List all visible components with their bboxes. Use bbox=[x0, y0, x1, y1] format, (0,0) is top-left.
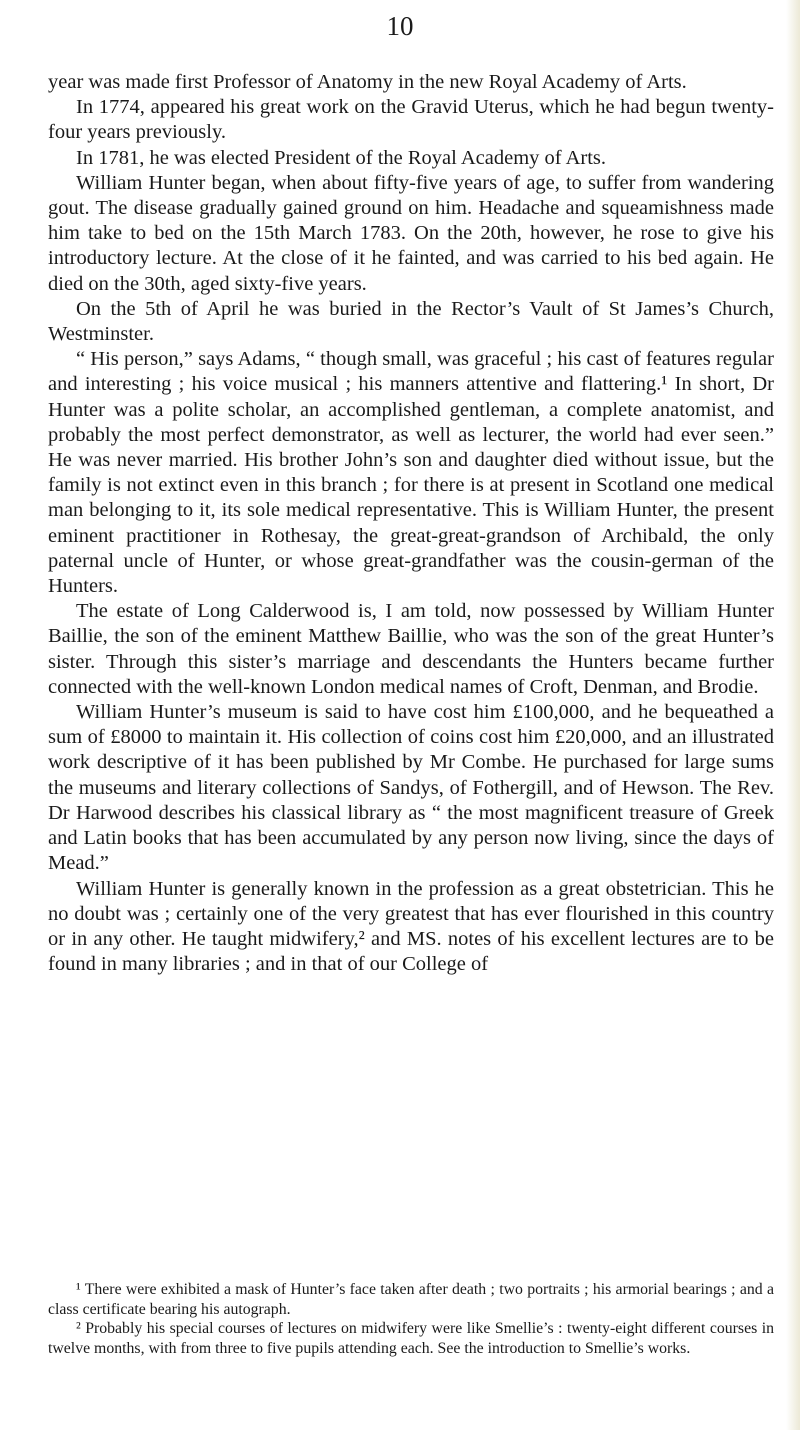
paragraph-gravid-uterus: In 1774, appeared his great work on the Gravid Uterus, which he had begun twenty-four years previously. bbox=[48, 96, 774, 144]
paragraph-obstetrician: William Hunter is generally known in the profession as a great obstetrician. This he no doubt was ; certainly one of the very greatest that has ever flourished in this country or in any other. He taught midwifery,² and MS. notes of his excellent lectures are to be found in many libraries ; and in that of our College of bbox=[48, 877, 774, 976]
footnote-2: ² Probably his special courses of lectures on midwifery were like Smellie’s : twenty-eight different courses in twelve months, with from three to five pupils attending each. See the introduction to Smellie’s works. bbox=[48, 1320, 774, 1357]
page-edge-shadow bbox=[786, 0, 800, 1430]
footnotes bbox=[48, 1280, 774, 1358]
footnote-1: ¹ There were exhibited a mask of Hunter’s face taken after death ; two portraits ; his armorial bearings ; and a class certificate bearing his autograph. bbox=[48, 1281, 774, 1318]
paragraph-president: In 1781, he was elected President of the Royal Academy of Arts. bbox=[76, 146, 607, 169]
paragraph-long-calderwood: The estate of Long Calderwood is, I am told, now possessed by William Hunter Baillie, the son of the eminent Matthew Baillie, who was the son of the great Hunter’s sister. Through this sister’s marriage and descendants the Hunters became further connected with the well-known London medical names of Croft, Denman, and Brodie. bbox=[48, 600, 774, 698]
paragraph-character-family: “ His person,” says Adams, “ though small, was graceful ; his cast of features regular and interesting ; his voice musical ; his manners attentive and flattering.¹ In short, Dr Hunter was a polite scholar, an accomplished gentleman, a complete anatomist, and probably the most perfect demonstrator, as well as lecturer, the world had ever seen.” He was never married. His brother John’s son and daughter died without issue, but the family is not extinct even in this branch ; for there is at present in Scotland one medical man belonging to it, its sole medical representative. This is William Hunter, the present eminent practitioner in Rothesay, the great-great-grandson of Archibald, the only paternal uncle of Hunter, or whose great-grandfather was the cousin-german of the Hunters. bbox=[48, 348, 774, 598]
body-text bbox=[48, 70, 774, 977]
paragraph-museum: William Hunter’s museum is said to have cost him £100,000, and he bequeathed a sum of £8000 to maintain it. His collection of coins cost him £20,000, and an illustrated work descriptive of it has been published by Mr Combe. He purchased for large sums the museums and literary collections of Sandys, of Fothergill, and of Hewson. The Rev. Dr Harwood describes his classical library as “ the most magnificent treasure of Greek and Latin books that has been accumulated by any person now living, since the days of Mead.” bbox=[48, 701, 774, 875]
paragraph-burial: On the 5th of April he was buried in the Rector’s Vault of St James’s Church, Westminster. bbox=[48, 297, 774, 346]
page-number: 10 bbox=[386, 11, 414, 41]
paragraph-illness-death: William Hunter began, when about fifty-five years of age, to suffer from wandering gout. The disease gradually gained ground on him. Headache and squeamishness made him take to bed on the 15th March 1783. On the 20th, however, he rose to give his introductory lecture. At the close of it he fainted, and was carried to his bed again. He died on the 30th, aged sixty-five years. bbox=[48, 171, 774, 295]
paragraph-academy-professor: year was made first Professor of Anatomy in the new Royal Academy of Arts. bbox=[48, 71, 687, 93]
